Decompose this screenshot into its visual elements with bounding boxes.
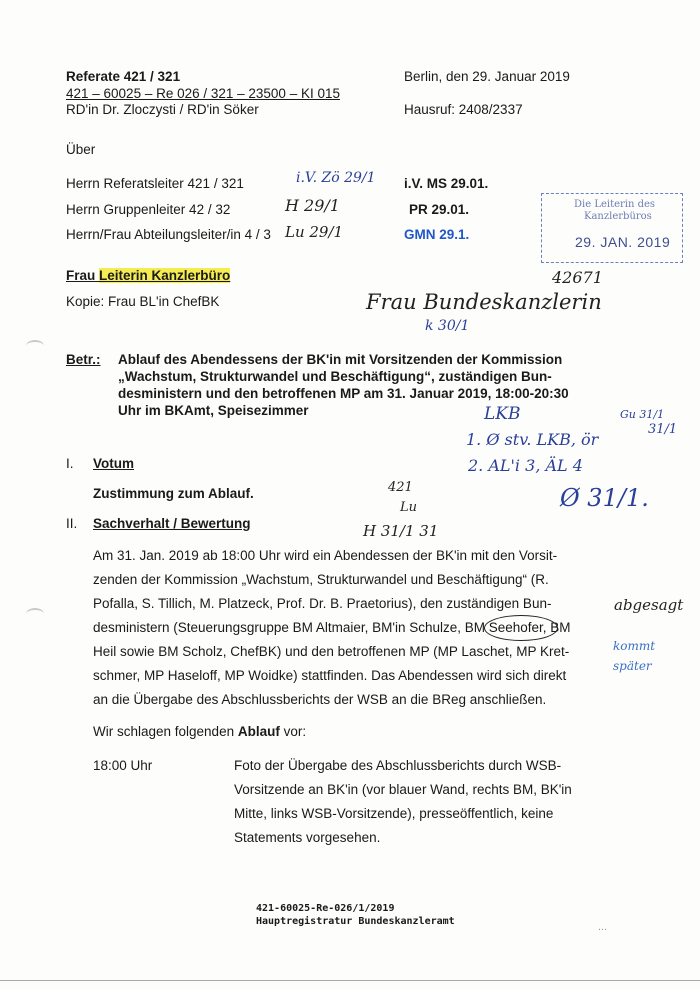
handnote-middle: 421 — [388, 480, 413, 495]
recipient-highlight: Leiterin Kanzlerbüro — [99, 268, 231, 283]
ort-datum: Berlin, den 29. Januar 2019 — [404, 69, 570, 84]
schedule-line: Statements vorgesehen. — [234, 830, 381, 845]
betreff-line: „Wachstum, Strukturwandel und Beschäftigung“, zuständigen Bun- — [118, 369, 552, 384]
recipient — [66, 268, 230, 283]
handnote-right: 2. AL'i 3, ÄL 4 — [468, 456, 583, 475]
handnote-side: kommt später — [613, 639, 656, 673]
footer-dots: ... — [598, 921, 608, 933]
body-line: desministern (Steuerungsgruppe BM Altmaier, BM'in Schulze, BM Seehofer, BM — [93, 620, 571, 635]
aktenzeichen: 421 – 60025 – Re 026 / 321 – 23500 – KI 015 — [66, 86, 340, 101]
handnote-right: Gu 31/1 — [620, 408, 665, 421]
handnote-right: Ø 31/1. — [560, 484, 649, 512]
routing-label: Herrn Referatsleiter 421 / 321 — [66, 176, 244, 191]
routing-mark: PR 29.01. — [409, 202, 470, 217]
routing-label: Herrn Gruppenleiter 42 / 32 — [66, 202, 231, 217]
footer-registry: Hauptregistratur Bundeskanzleramt — [256, 916, 455, 927]
routing-handwritten: Lu 29/1 — [285, 223, 344, 241]
handnote-right: 1. Ø stv. LKB, ör — [466, 430, 599, 449]
vorschlag-prefix: Wir schlagen folgenden — [93, 724, 238, 739]
section1-text: Zustimmung zum Ablauf. — [93, 486, 254, 501]
fold-mark — [26, 340, 44, 352]
betreff-line: Ablauf des Abendessens der BK'in mit Vorsitzenden der Kommission — [118, 352, 563, 367]
body-line: Heil sowie BM Scholz, ChefBK) und den betroffenen MP (MP Laschet, MP Kret- — [93, 644, 570, 659]
handnote-middle: Lu — [400, 500, 418, 515]
seehofer-circle — [484, 615, 558, 641]
footer-registration: 421-60025-Re-026/1/2019 — [256, 903, 395, 914]
routing-mark: i.V. MS 29.01. — [404, 176, 489, 191]
vorschlag-line — [93, 724, 306, 739]
schedule-line: Mitte, links WSB-Vorsitzende), presseöffentlich, keine — [234, 806, 554, 821]
recipient-prefix: Frau — [66, 268, 100, 283]
referat-heading: Referate 421 / 321 — [66, 69, 181, 84]
body-line: schmer, MP Haseloff, MP Woidke) stattfinden. Das Abendessen wird sich direkt — [93, 668, 567, 683]
handnote-middle: H 31/1 31 — [363, 522, 439, 540]
handnote-abgesagt: abgesagt — [614, 596, 684, 614]
kopie-line: Kopie: Frau BL'in ChefBK — [66, 294, 220, 309]
ueber-label: Über — [66, 142, 96, 157]
schedule-time: 18:00 Uhr — [93, 758, 153, 773]
body-line: zenden der Kommission „Wachstum, Strukturwandel und Beschäftigung“ (R. — [93, 572, 549, 587]
stamp-line2: Kanzlerbüros — [584, 211, 652, 222]
schedule-line: Vorsitzende an BK'in (vor blauer Wand, rechts BM, BK'in — [234, 782, 572, 797]
scan-edge — [0, 980, 700, 981]
section2-number: II. — [66, 516, 78, 531]
vorschlag-suffix: vor: — [279, 724, 307, 739]
handnote-right: 31/1 — [648, 422, 678, 437]
stamp-number: 42671 — [552, 268, 603, 287]
section1-title: Votum — [93, 456, 134, 471]
hausruf: Hausruf: 2408/2337 — [404, 102, 523, 117]
section1-number: I. — [66, 456, 74, 471]
stamp-date: 29. JAN. 2019 — [575, 234, 671, 250]
betreff-line: Uhr im BKAmt, Speisezimmer — [118, 403, 309, 418]
routing-mark: GMN 29.1. — [404, 227, 470, 242]
betreff-line: desministern und den betroffenen MP am 31. Januar 2019, 18:00-20:30 — [118, 386, 569, 401]
body-line: Pofalla, S. Tillich, M. Platzeck, Prof. Dr. B. Praetorius), den zuständigen Bun- — [93, 596, 552, 611]
vorschlag-bold: Ablauf — [237, 724, 280, 739]
routing-handwritten: i.V. Zö 29/1 — [296, 170, 376, 186]
stamp-line1: Die Leiterin des — [574, 199, 656, 210]
routing-label: Herrn/Frau Abteilungsleiter/in 4 / 3 — [66, 227, 271, 242]
handnote-k-initial: k 30/1 — [425, 318, 470, 334]
schedule-line: Foto der Übergabe des Abschlussberichts durch WSB- — [234, 758, 562, 773]
section2-title: Sachverhalt / Bewertung — [93, 516, 251, 531]
handnote-kanzlerin: Frau Bundeskanzlerin — [366, 290, 602, 314]
betreff-label: Betr.: — [66, 352, 101, 367]
bearbeiter: RD'in Dr. Zloczysti / RD'in Söker — [66, 102, 259, 117]
body-line: an die Übergabe des Abschlussberichts der WSB an die BReg anschließen. — [93, 692, 547, 707]
routing-handwritten: H 29/1 — [285, 196, 340, 215]
body-line: Am 31. Jan. 2019 ab 18:00 Uhr wird ein Abendessen der BK'in mit den Vorsit- — [93, 548, 558, 563]
handnote-right: LKB — [484, 404, 521, 424]
fold-mark — [26, 608, 44, 620]
